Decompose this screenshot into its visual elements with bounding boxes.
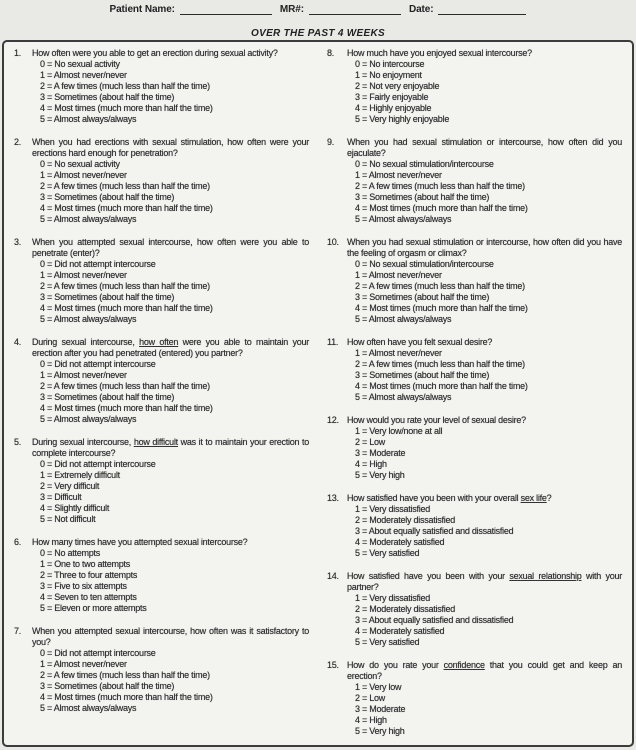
answer-option: 4 = Slightly difficult [40,503,110,513]
answer-option: 1 = Almost never/never [40,270,127,280]
question-content [32,626,309,714]
answer-option: 3 = Moderate [355,448,406,458]
answer-option: 5 = Very high [355,470,405,480]
answer-option: 0 = No attempts [40,548,101,558]
form-title: OVER THE PAST 4 WEEKS [251,28,385,39]
answer-option: 1 = Very dissatisfied [355,593,431,603]
answer-option: 4 = Highly enjoyable [355,103,432,113]
answer-option: 0 = No sexual activity [40,59,120,69]
date-field [438,4,526,15]
answer-option: 3 = Sometimes (about half the time) [355,192,490,202]
answer-option: 1 = Very low [355,682,402,692]
question-text: How much have you enjoyed sexual intercourse? [347,48,532,58]
question-block [14,626,309,714]
date-group [409,4,527,15]
question-block [327,337,622,403]
question-block [327,571,622,648]
question-options [347,159,622,225]
question-content [347,660,622,737]
answer-option: 1 = Very low/none at all [355,426,443,436]
answer-option: 2 = A few times (much less than half the time) [40,381,210,391]
question-number: 11. [327,337,339,347]
question-block [327,137,622,225]
answer-option: 3 = Sometimes (about half the time) [40,681,175,691]
question-number: 5. [14,437,22,447]
question-text: How often have you felt sexual desire? [347,337,493,347]
answer-option: 0 = Did not attempt intercourse [40,359,156,369]
answer-option: 2 = Low [355,693,386,703]
answer-option: 5 = Almost always/always [40,314,137,324]
question-content [347,137,622,225]
question-block [14,48,309,125]
answer-option: 4 = Most times (much more than half the time) [355,203,528,213]
question-content [347,337,622,403]
question-text: How often were you able to get an erection during sexual activity? [32,48,278,58]
answer-option: 3 = Moderate [355,704,406,714]
mr-label: MR#: [279,4,304,15]
patient-name-label: Patient Name: [109,4,175,15]
answer-option: 3 = Difficult [40,492,82,502]
answer-option: 2 = Not very enjoyable [355,81,440,91]
answer-option: 2 = A few times (much less than half the time) [40,670,210,680]
question-options [32,459,309,525]
answer-option: 5 = Almost always/always [40,114,137,124]
answer-option: 4 = Most times (much more than half the time) [40,103,213,113]
question-number: 7. [14,626,22,636]
questions-column-right [327,48,622,741]
question-text: When you attempted sexual intercourse, how often was it satisfactory to you? [32,626,309,647]
question-options [347,593,622,648]
question-options [347,504,622,559]
question-content [32,48,309,125]
question-text: How many times have you attempted sexual intercourse? [32,537,248,547]
question-text: During sexual intercourse, how difficult was it to maintain your erection to complete intercourse? [32,437,309,458]
answer-option: 1 = One to two attempts [40,559,131,569]
question-options [347,59,622,125]
question-block [327,415,622,481]
question-number: 8. [327,48,335,58]
mr-group [280,4,401,15]
question-options [32,59,309,125]
question-block [327,493,622,559]
question-options [347,348,622,403]
answer-option: 0 = Did not attempt intercourse [40,259,156,269]
question-options [32,359,309,425]
answer-option: 1 = Almost never/never [40,70,127,80]
answer-option: 5 = Almost always/always [40,703,137,713]
answer-option: 3 = Sometimes (about half the time) [40,292,175,302]
answer-option: 1 = Very dissatisfied [355,504,431,514]
answer-option: 2 = A few times (much less than half the time) [355,181,525,191]
form-header [0,4,636,15]
question-content [32,537,309,614]
question-text: When you had sexual stimulation or intercourse, how often did you ejaculate? [347,137,622,158]
question-number: 10. [327,237,339,247]
answer-option: 1 = Almost never/never [40,370,127,380]
answer-option: 5 = Very satisfied [355,637,420,647]
question-block [14,237,309,325]
answer-option: 3 = Sometimes (about half the time) [355,292,490,302]
answer-option: 4 = Most times (much more than half the time) [355,381,528,391]
question-text: When you had erections with sexual stimulation, how often were your erections hard enough for penetration? [32,137,309,158]
answer-option: 4 = Most times (much more than half the time) [40,303,213,313]
answer-option: 3 = Sometimes (about half the time) [40,192,175,202]
questions-column-left [14,48,309,741]
answer-option: 1 = Almost never/never [355,348,442,358]
question-text: How satisfied have you been with your sexual relationship with your partner? [347,571,623,592]
question-number: 1. [14,48,22,58]
answer-option: 1 = Almost never/never [355,270,442,280]
answer-option: 1 = No enjoyment [355,70,422,80]
question-content [32,437,309,525]
answer-option: 1 = Almost never/never [355,170,442,180]
question-text: How do you rate your confidence that you could get and keep an erection? [347,660,622,681]
question-content [347,571,622,648]
answer-option: 5 = Almost always/always [40,414,137,424]
question-number: 3. [14,237,22,247]
answer-option: 1 = Extremely difficult [40,470,120,480]
question-text: When you had sexual stimulation or intercourse, how often did you have the feeling of orgasm or climax? [347,237,622,258]
answer-option: 2 = A few times (much less than half the time) [40,281,210,291]
question-options [347,426,622,481]
question-options [32,548,309,614]
answer-option: 2 = A few times (much less than half the time) [355,281,525,291]
answer-option: 3 = Fairly enjoyable [355,92,429,102]
answer-option: 0 = No sexual activity [40,159,120,169]
answer-option: 2 = A few times (much less than half the time) [40,181,210,191]
question-block [327,237,622,325]
answer-option: 4 = Most times (much more than half the time) [40,692,213,702]
answer-option: 1 = Almost never/never [40,659,127,669]
answer-option: 5 = Almost always/always [355,314,452,324]
answer-option: 5 = Almost always/always [40,214,137,224]
answer-option: 0 = Did not attempt intercourse [40,648,156,658]
answer-option: 3 = Five to six attempts [40,581,127,591]
questionnaire-box [2,40,634,747]
answer-option: 4 = Most times (much more than half the time) [40,203,213,213]
question-block [14,337,309,425]
question-number: 2. [14,137,22,147]
answer-option: 5 = Very highly enjoyable [355,114,450,124]
answer-option: 3 = Sometimes (about half the time) [40,392,175,402]
question-number: 12. [327,415,339,425]
question-content [347,48,622,125]
answer-option: 0 = No intercourse [355,59,425,69]
question-block [327,48,622,125]
answer-option: 2 = Low [355,437,386,447]
question-number: 9. [327,137,335,147]
answer-option: 5 = Almost always/always [355,214,452,224]
question-number: 6. [14,537,22,547]
question-content [347,415,622,481]
answer-option: 2 = Moderately dissatisfied [355,515,456,525]
answer-option: 5 = Eleven or more attempts [40,603,147,613]
answer-option: 2 = Moderately dissatisfied [355,604,456,614]
question-block [14,437,309,525]
answer-option: 4 = High [355,715,387,725]
date-label: Date: [408,4,434,15]
question-content [347,493,622,559]
answer-option: 4 = Moderately satisfied [355,626,445,636]
question-text: During sexual intercourse, how often were you able to maintain your erection after you had penetrated (entered) you partner? [32,337,309,358]
question-options [347,259,622,325]
answer-option: 0 = Did not attempt intercourse [40,459,156,469]
answer-option: 0 = No sexual stimulation/intercourse [355,159,494,169]
question-number: 13. [327,493,339,503]
answer-option: 3 = Sometimes (about half the time) [355,370,490,380]
answer-option: 2 = Very difficult [40,481,100,491]
question-block [14,137,309,225]
answer-option: 2 = A few times (much less than half the time) [355,359,525,369]
patient-name-field [180,4,272,15]
patient-name-group [110,4,272,15]
question-text: When you attempted sexual intercourse, how often were you able to penetrate (enter)? [32,237,309,258]
answer-option: 5 = Very satisfied [355,548,420,558]
answer-option: 0 = No sexual stimulation/intercourse [355,259,494,269]
question-text: How would you rate your level of sexual desire? [347,415,526,425]
answer-option: 4 = Most times (much more than half the time) [40,403,213,413]
answer-option: 1 = Almost never/never [40,170,127,180]
question-block [14,537,309,614]
question-options [32,259,309,325]
question-options [347,682,622,737]
answer-option: 5 = Almost always/always [355,392,452,402]
question-content [347,237,622,325]
answer-option: 5 = Not difficult [40,514,96,524]
question-block [327,660,622,737]
answer-option: 3 = Sometimes (about half the time) [40,92,175,102]
answer-option: 3 = About equally satisfied and dissatisfied [355,526,514,536]
mr-field [309,4,401,15]
question-text: How satisfied have you been with your overall sex life? [347,493,552,503]
answer-option: 4 = Seven to ten attempts [40,592,137,602]
question-number: 4. [14,337,22,347]
answer-option: 4 = Moderately satisfied [355,537,445,547]
form-title-row [0,23,636,41]
answer-option: 2 = A few times (much less than half the time) [40,81,210,91]
question-content [32,237,309,325]
answer-option: 4 = High [355,459,387,469]
question-number: 14. [327,571,339,581]
answer-option: 2 = Three to four attempts [40,570,138,580]
answer-option: 5 = Very high [355,726,405,736]
answer-option: 4 = Most times (much more than half the time) [355,303,528,313]
question-content [32,137,309,225]
answer-option: 3 = About equally satisfied and dissatisfied [355,615,514,625]
question-options [32,648,309,714]
question-options [32,159,309,225]
question-number: 15. [327,660,339,670]
question-content [32,337,309,425]
